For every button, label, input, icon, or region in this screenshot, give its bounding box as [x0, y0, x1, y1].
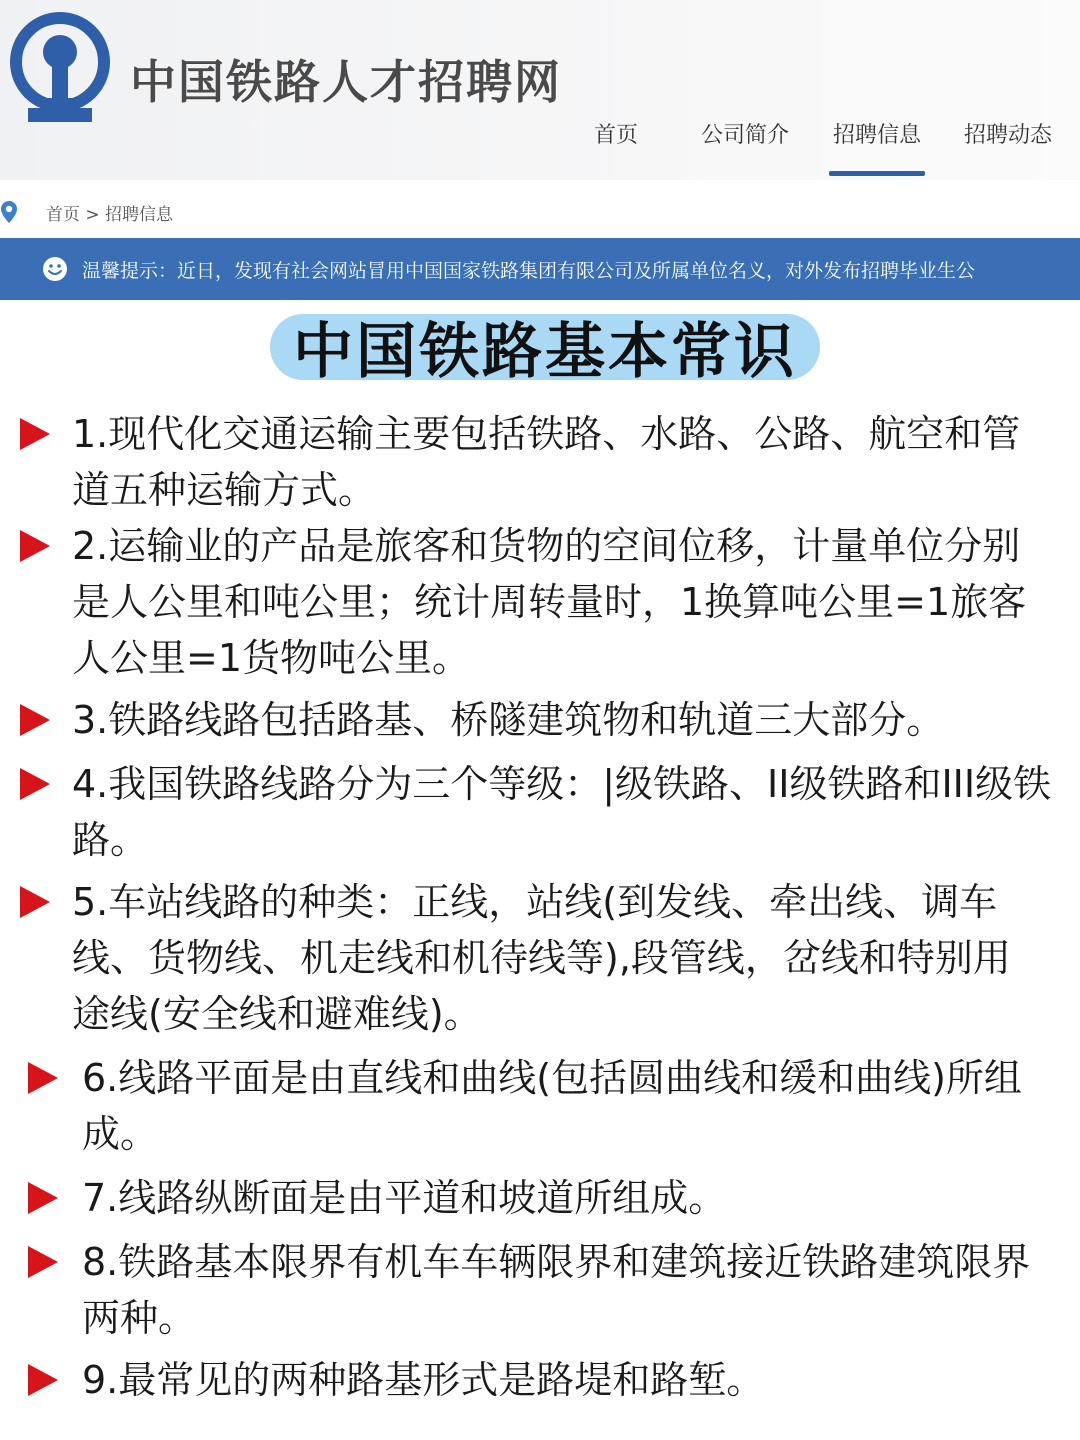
bullet-arrow-icon — [20, 768, 50, 800]
bullet-arrow-icon — [20, 530, 50, 562]
bullet-arrow-icon — [20, 886, 50, 918]
fact-text: 9.最常见的两种路基形式是路堤和路堑。 — [82, 1358, 765, 1402]
breadcrumb-text[interactable]: 首页 > 招聘信息 — [46, 204, 174, 225]
fact-text: 5.车站线路的种类：正线，站线(到发线、牵出线、调车线、货物线、机走线和机待线等),段管线，岔线和特别用途线(安全线和避难线)。 — [72, 880, 1011, 1036]
notice-text[interactable]: 温馨提示：近日，发现有社会网站冒用中国国家铁路集团有限公司及所属单位名义，对外发布招聘毕业生公 — [82, 259, 976, 282]
main-nav — [0, 118, 1080, 180]
fact-text: 3.铁路线路包括路基、桥隧建筑物和轨道三大部分。 — [72, 698, 945, 742]
location-pin-icon — [0, 200, 18, 224]
fact-text: 4.我国铁路线路分为三个等级：|级铁路、II级铁路和III级铁路。 — [72, 762, 1052, 862]
nav-item-recruitment-news[interactable]: 招聘动态 — [964, 123, 1053, 148]
bullet-arrow-icon — [20, 704, 50, 736]
site-title[interactable]: 中国铁路人才招聘网 — [130, 55, 562, 109]
fact-text: 6.线路平面是由直线和曲线(包括圆曲线和缓和曲线)所组成。 — [82, 1056, 1022, 1156]
article-title-block — [270, 306, 820, 388]
smile-icon — [42, 256, 68, 282]
bullet-arrow-icon — [28, 1246, 58, 1278]
nav-item-company[interactable]: 公司简介 — [701, 123, 790, 148]
breadcrumb — [0, 196, 1080, 228]
bullet-arrow-icon — [28, 1062, 58, 1094]
bullet-arrow-icon — [28, 1182, 58, 1214]
notice-banner — [0, 238, 1080, 300]
fact-text: 7.线路纵断面是由平道和坡道所组成。 — [82, 1176, 727, 1220]
railway-logo-icon[interactable] — [8, 12, 112, 128]
fact-text: 1.现代化交通运输主要包括铁路、水路、公路、航空和管道五种运输方式。 — [72, 412, 1021, 512]
bullet-arrow-icon — [20, 418, 50, 450]
nav-item-home[interactable]: 首页 — [594, 123, 639, 148]
article-title: 中国铁路基本常识 — [293, 317, 797, 387]
site-header — [0, 0, 1080, 180]
bullet-arrow-icon — [28, 1364, 58, 1396]
fact-text: 8.铁路基本限界有机车车辆限界和建筑接近铁路建筑限界两种。 — [82, 1240, 1031, 1340]
nav-item-recruitment-info[interactable]: 招聘信息 — [833, 118, 921, 149]
fact-text: 2.运输业的产品是旅客和货物的空间位移，计量单位分别是人公里和吨公里；统计周转量时，1换算吨公里=1旅客人公里=1货物吨公里。 — [72, 524, 1027, 680]
